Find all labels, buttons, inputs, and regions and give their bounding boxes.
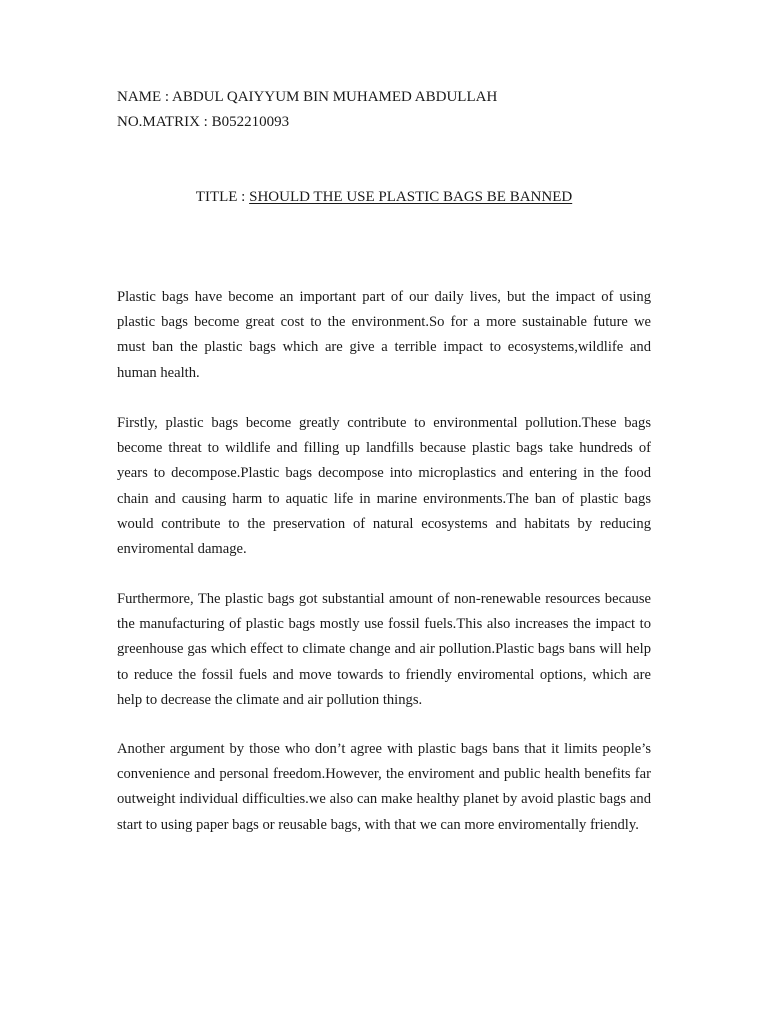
essay-title: SHOULD THE USE PLASTIC BAGS BE BANNED: [249, 189, 573, 205]
title-label: TITLE :: [195, 189, 250, 205]
intro-paragraph: Plastic bags have become an important part of our daily lives, but the impact of using plastic bags become great cost to the environment.So for a more sustainable future we must ban the plastic bags which are give a terrible impact to ecosystems,wildlife and human health.: [117, 289, 651, 381]
matrix-number: B052210093: [211, 114, 290, 130]
student-name: ABDUL QAIYYUM BIN MUHAMED ABDULLAH: [172, 89, 498, 105]
matrix-number-line: [117, 113, 289, 131]
body-paragraph-1: Firstly, plastic bags become greatly contribute to environmental pollution.These bags become threat to wildlife and filling up landfills because plastic bags take hundreds of years to decompose.Plastic bags decompose into microplastics and entering in the food chain and causing harm to aquatic life in marine environments.The ban of plastic bags would contribute to the preservation of natural ecosystems and habitats by reducing enviromental damage.: [117, 415, 651, 558]
matrix-label: NO.MATRIX :: [117, 114, 212, 130]
name-label: NAME :: [117, 89, 173, 105]
student-name-line: [117, 88, 497, 106]
body-paragraph-3: Another argument by those who don’t agree with plastic bags bans that it limits people’s convenience and personal freedom.However, the enviroment and public health benefits far outweight individual difficulties.we also can make healthy planet by avoid plastic bags and start to using paper bags or reusable bags, with that we can more enviromentally friendly.: [117, 741, 651, 833]
body-paragraph-2: Furthermore, The plastic bags got substantial amount of non-renewable resources because the manufacturing of plastic bags mostly use fossil fuels.This also increases the impact to greenhouse gas which effect to climate change and air pollution.Plastic bags bans will help to reduce the fossil fuels and move towards to friendly enviromental options, which are help to decrease the climate and air pollution things.: [117, 591, 651, 708]
essay-title-line: [0, 188, 768, 206]
